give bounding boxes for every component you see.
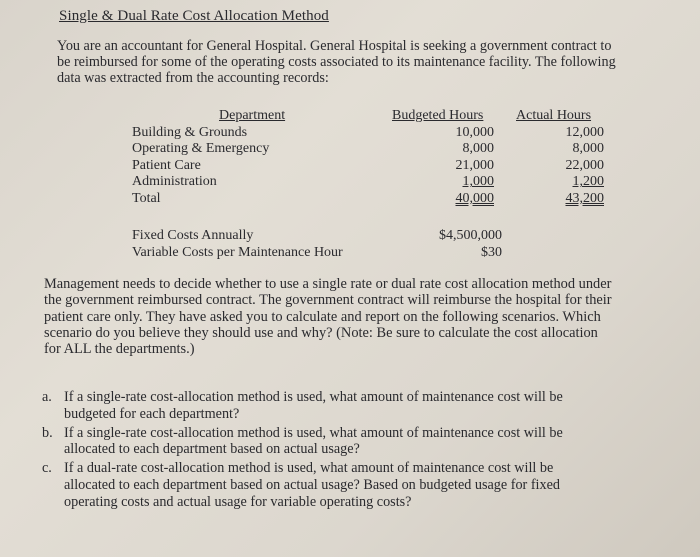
question-c: [42, 460, 682, 510]
actual-hours-cell: 12,000: [565, 124, 604, 140]
question-list: [42, 389, 682, 513]
actual-hours-column: [516, 108, 612, 208]
department-column: [132, 108, 285, 208]
intro-paragraph: [57, 38, 667, 86]
question-line: If a dual-rate cost-allocation method is used, what amount of maintenance cost will be: [64, 460, 554, 477]
question-b: [42, 425, 682, 459]
actual-hours-total: 43,200: [565, 190, 604, 206]
question-line: allocated to each department based on actual usage?: [64, 441, 360, 458]
question-line: allocated to each department based on actual usage? Based on budgeted usage for fixed: [64, 476, 560, 493]
cost-values: [420, 228, 502, 261]
question-letter: b.: [42, 424, 53, 441]
question-line: If a single-rate cost-allocation method is used, what amount of maintenance cost will be: [64, 424, 563, 441]
budgeted-hours-cell: 10,000: [455, 124, 494, 140]
management-line: patient care only. They have asked you to calculate and report on the following scenarios. Which: [44, 308, 601, 325]
question-line: If a single-rate cost-allocation method is used, what amount of maintenance cost will be: [64, 389, 563, 405]
budgeted-hours-cell: 8,000: [462, 141, 494, 157]
management-line: for ALL the departments.): [44, 341, 195, 358]
question-letter: a.: [42, 389, 52, 405]
actual-hours-header: Actual Hours: [516, 108, 592, 123]
management-line: the government reimbursed contract. The government contract will reimburse the hospital for their: [44, 292, 612, 309]
department-cell: Operating & Emergency: [132, 141, 270, 157]
question-line: operating costs and actual usage for variable operating costs?: [64, 493, 412, 510]
question-line: budgeted for each department?: [64, 405, 240, 422]
intro-line: You are an accountant for General Hospital. General Hospital is seeking a government contract to: [57, 38, 612, 54]
department-cell: Patient Care: [132, 157, 201, 173]
actual-hours-cell: 22,000: [565, 157, 604, 173]
department-cell: Total: [132, 190, 161, 206]
variable-costs-label: Variable Costs per Maintenance Hour: [132, 244, 343, 260]
department-header: Department: [219, 108, 286, 123]
question-letter: c.: [42, 460, 52, 477]
intro-line: data was extracted from the accounting records:: [57, 70, 329, 86]
cost-labels: [132, 228, 343, 261]
management-paragraph: [44, 276, 684, 357]
department-cell: Building & Grounds: [132, 124, 248, 140]
actual-hours-cell: 8,000: [572, 141, 604, 157]
budgeted-hours-cell: 1,000: [462, 174, 494, 190]
management-line: scenario do you believe they should use and why? (Note: Be sure to calculate the cost allocation: [44, 324, 598, 341]
budgeted-hours-column: [392, 108, 502, 208]
fixed-costs-label: Fixed Costs Annually: [132, 228, 254, 243]
budgeted-hours-total: 40,000: [455, 190, 494, 206]
management-line: Management needs to decide whether to use a single rate or dual rate cost allocation method under: [44, 276, 612, 292]
budgeted-hours-cell: 21,000: [455, 157, 494, 173]
variable-costs-value: $30: [481, 244, 502, 260]
fixed-costs-value: $4,500,000: [439, 228, 502, 243]
question-a: [42, 389, 682, 423]
actual-hours-cell: 1,200: [572, 174, 604, 190]
page-title: Single & Dual Rate Cost Allocation Method: [59, 8, 329, 24]
intro-line: be reimbursed for some of the operating costs associated to its maintenance facility. The following: [57, 54, 616, 70]
budgeted-hours-header: Budgeted Hours: [392, 108, 484, 123]
department-cell: Administration: [132, 174, 217, 190]
